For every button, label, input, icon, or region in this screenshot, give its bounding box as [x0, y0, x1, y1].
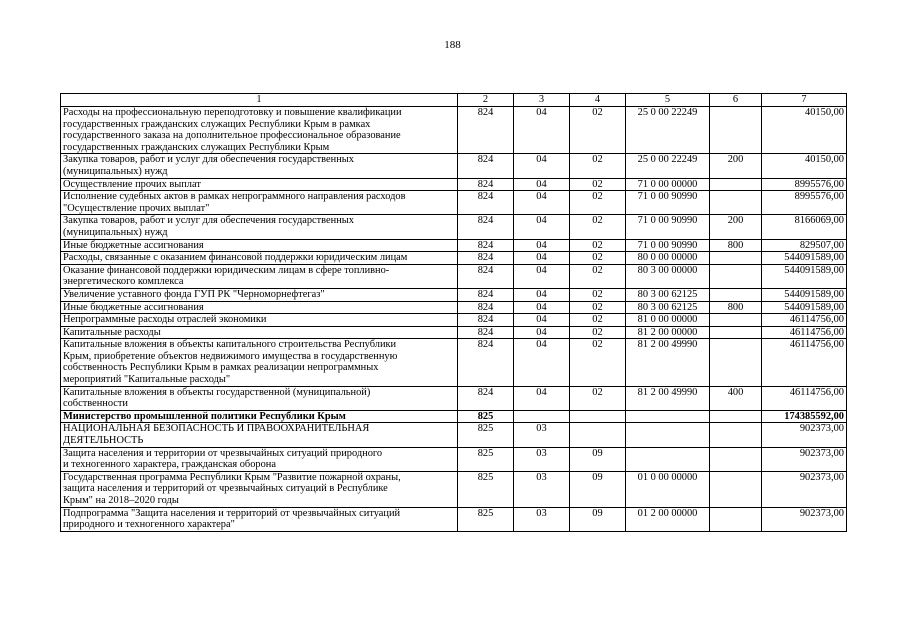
table-row: [61, 326, 847, 339]
row-code-gr: 824: [458, 326, 514, 339]
row-code-pr: 02: [570, 239, 626, 252]
row-code-pr: 02: [570, 314, 626, 327]
row-code-csr: 71 0 00 90990: [626, 191, 710, 215]
table-row: [61, 252, 847, 265]
row-code-csr: 71 0 00 00000: [626, 178, 710, 191]
row-amount: 544091589,00: [762, 264, 847, 288]
row-code-csr: 25 0 00 22249: [626, 154, 710, 178]
row-code-vr: 200: [710, 215, 762, 239]
table-row: [61, 264, 847, 288]
row-amount: 46114756,00: [762, 314, 847, 327]
row-code-csr: [626, 447, 710, 471]
row-code-vr: [710, 326, 762, 339]
row-name: Закупка товаров, работ и услуг для обеспечения государственных (муниципальных) нужд: [61, 154, 458, 178]
row-code-rz: 04: [514, 301, 570, 314]
table-row: [61, 423, 847, 447]
table-row: [61, 239, 847, 252]
row-code-pr: [570, 423, 626, 447]
page-number: 188: [444, 39, 461, 51]
row-name: Оказание финансовой поддержки юридическим лицам в сфере топливно- энергетического комплекса: [61, 264, 458, 288]
row-code-csr: 80 3 00 62125: [626, 301, 710, 314]
row-code-csr: 81 0 00 00000: [626, 314, 710, 327]
header-row: [61, 94, 847, 107]
row-name: Подпрограмма "Защита населения и территорий от чрезвычайных ситуаций природного и техногенного характера": [61, 507, 458, 531]
row-code-pr: 02: [570, 191, 626, 215]
header-cell: 4: [570, 94, 626, 107]
table-row: [61, 301, 847, 314]
row-amount: 902373,00: [762, 423, 847, 447]
table-row: [61, 314, 847, 327]
row-code-gr: 824: [458, 239, 514, 252]
row-code-rz: 04: [514, 215, 570, 239]
row-code-gr: 824: [458, 288, 514, 301]
row-code-vr: [710, 410, 762, 423]
row-code-vr: [710, 339, 762, 386]
row-code-gr: 824: [458, 314, 514, 327]
row-code-pr: 09: [570, 507, 626, 531]
row-code-rz: 03: [514, 447, 570, 471]
row-code-pr: 02: [570, 339, 626, 386]
row-code-rz: 04: [514, 107, 570, 154]
row-code-vr: [710, 447, 762, 471]
row-amount: 544091589,00: [762, 301, 847, 314]
row-amount: 40150,00: [762, 107, 847, 154]
row-name: Иные бюджетные ассигнования: [61, 239, 458, 252]
row-code-vr: 800: [710, 239, 762, 252]
row-code-pr: 09: [570, 471, 626, 507]
row-code-gr: 825: [458, 507, 514, 531]
table-row: [61, 471, 847, 507]
row-code-gr: 824: [458, 107, 514, 154]
row-code-rz: 03: [514, 471, 570, 507]
row-code-vr: 800: [710, 301, 762, 314]
table-row: [61, 107, 847, 154]
row-code-vr: [710, 288, 762, 301]
row-code-csr: 71 0 00 90990: [626, 239, 710, 252]
row-code-csr: [626, 410, 710, 423]
row-code-gr: 824: [458, 178, 514, 191]
row-name: Расходы на профессиональную переподготовку и повышение квалификации государственных гражданских служащих Республики Крым в рамках государственного заказа на дополнительное профессиональное образование государственных гражданских служащих Республики Крым: [61, 107, 458, 154]
row-amount: 829507,00: [762, 239, 847, 252]
row-code-gr: 824: [458, 154, 514, 178]
row-code-rz: 03: [514, 507, 570, 531]
row-code-csr: 80 3 00 62125: [626, 288, 710, 301]
row-code-vr: [710, 178, 762, 191]
table-row: [61, 339, 847, 386]
row-code-vr: 400: [710, 386, 762, 410]
row-code-rz: 03: [514, 423, 570, 447]
table-row: [61, 507, 847, 531]
header-cell: 3: [514, 94, 570, 107]
row-code-pr: 09: [570, 447, 626, 471]
row-amount: 46114756,00: [762, 386, 847, 410]
row-name: Закупка товаров, работ и услуг для обеспечения государственных (муниципальных) нужд: [61, 215, 458, 239]
row-code-pr: [570, 410, 626, 423]
row-amount: 46114756,00: [762, 326, 847, 339]
row-code-gr: 824: [458, 386, 514, 410]
row-code-rz: 04: [514, 288, 570, 301]
row-code-vr: [710, 191, 762, 215]
budget-table: [60, 93, 847, 532]
row-code-rz: 04: [514, 154, 570, 178]
row-amount: 8995576,00: [762, 191, 847, 215]
row-amount: 46114756,00: [762, 339, 847, 386]
row-code-gr: 825: [458, 410, 514, 423]
row-code-gr: 824: [458, 339, 514, 386]
row-code-csr: 81 2 00 49990: [626, 339, 710, 386]
row-name: Министерство промышленной политики Республики Крым: [61, 410, 458, 423]
row-name: Государственная программа Республики Крым "Развитие пожарной охраны, защита населения и территорий от чрезвычайных ситуаций в Республике Крым" на 2018–2020 годы: [61, 471, 458, 507]
row-name: Капитальные вложения в объекты государственной (муниципальной) собственности: [61, 386, 458, 410]
row-code-vr: [710, 264, 762, 288]
row-code-vr: [710, 107, 762, 154]
row-code-gr: 824: [458, 264, 514, 288]
header-cell: 5: [626, 94, 710, 107]
row-code-pr: 02: [570, 154, 626, 178]
header-cell: 1: [61, 94, 458, 107]
row-name: Иные бюджетные ассигнования: [61, 301, 458, 314]
table-row: [61, 215, 847, 239]
table-row: [61, 191, 847, 215]
row-code-csr: 81 2 00 00000: [626, 326, 710, 339]
row-code-csr: 80 3 00 00000: [626, 264, 710, 288]
row-code-rz: 04: [514, 339, 570, 386]
row-name: Увеличение уставного фонда ГУП РК "Черноморнефтегаз": [61, 288, 458, 301]
row-name: Капитальные расходы: [61, 326, 458, 339]
row-code-rz: 04: [514, 178, 570, 191]
table-row: [61, 410, 847, 423]
row-code-vr: [710, 471, 762, 507]
row-code-vr: [710, 314, 762, 327]
table-row: [61, 288, 847, 301]
row-amount: 174385592,00: [762, 410, 847, 423]
row-code-pr: 02: [570, 178, 626, 191]
table-row: [61, 154, 847, 178]
row-code-csr: 01 0 00 00000: [626, 471, 710, 507]
row-code-pr: 02: [570, 288, 626, 301]
row-code-gr: 824: [458, 301, 514, 314]
row-code-csr: [626, 423, 710, 447]
row-code-gr: 824: [458, 252, 514, 265]
row-code-vr: [710, 507, 762, 531]
row-code-pr: 02: [570, 326, 626, 339]
row-amount: 902373,00: [762, 471, 847, 507]
row-code-pr: 02: [570, 252, 626, 265]
row-amount: 902373,00: [762, 507, 847, 531]
table-row: [61, 178, 847, 191]
row-amount: 8995576,00: [762, 178, 847, 191]
row-code-csr: 71 0 00 90990: [626, 215, 710, 239]
row-code-rz: [514, 410, 570, 423]
row-code-csr: 01 2 00 00000: [626, 507, 710, 531]
row-code-rz: 04: [514, 386, 570, 410]
row-name: Непрограммные расходы отраслей экономики: [61, 314, 458, 327]
row-name: Исполнение судебных актов в рамках непрограммного направления расходов "Осуществление прочих выплат": [61, 191, 458, 215]
row-name: Осуществление прочих выплат: [61, 178, 458, 191]
row-code-rz: 04: [514, 239, 570, 252]
row-code-rz: 04: [514, 191, 570, 215]
row-code-rz: 04: [514, 314, 570, 327]
row-code-vr: [710, 423, 762, 447]
row-code-rz: 04: [514, 264, 570, 288]
row-name: Капитальные вложения в объекты капитального строительства Республики Крым, приобретение объектов недвижимого имущества в государственную собственность Республики Крым в рамках реализации непрограммных мероприятий "Капитальные расходы": [61, 339, 458, 386]
row-amount: 8166069,00: [762, 215, 847, 239]
row-code-gr: 825: [458, 423, 514, 447]
row-code-csr: 80 0 00 00000: [626, 252, 710, 265]
row-code-csr: 25 0 00 22249: [626, 107, 710, 154]
row-amount: 544091589,00: [762, 252, 847, 265]
row-code-rz: 04: [514, 252, 570, 265]
row-amount: 902373,00: [762, 447, 847, 471]
row-code-vr: 200: [710, 154, 762, 178]
row-code-gr: 825: [458, 447, 514, 471]
header-cell: 2: [458, 94, 514, 107]
row-code-pr: 02: [570, 264, 626, 288]
row-code-pr: 02: [570, 386, 626, 410]
header-cell: 7: [762, 94, 847, 107]
row-code-pr: 02: [570, 215, 626, 239]
row-name: Расходы, связанные с оказанием финансовой поддержки юридическим лицам: [61, 252, 458, 265]
row-name: Защита населения и территории от чрезвычайных ситуаций природного и техногенного характера, гражданская оборона: [61, 447, 458, 471]
row-code-csr: 81 2 00 49990: [626, 386, 710, 410]
row-code-vr: [710, 252, 762, 265]
table-row: [61, 386, 847, 410]
row-code-pr: 02: [570, 301, 626, 314]
row-code-gr: 825: [458, 471, 514, 507]
table-body: [61, 107, 847, 532]
header-cell: 6: [710, 94, 762, 107]
row-amount: 40150,00: [762, 154, 847, 178]
row-code-gr: 824: [458, 215, 514, 239]
row-code-pr: 02: [570, 107, 626, 154]
row-name: НАЦИОНАЛЬНАЯ БЕЗОПАСНОСТЬ И ПРАВООХРАНИТЕЛЬНАЯ ДЕЯТЕЛЬНОСТЬ: [61, 423, 458, 447]
row-amount: 544091589,00: [762, 288, 847, 301]
row-code-gr: 824: [458, 191, 514, 215]
table-row: [61, 447, 847, 471]
row-code-rz: 04: [514, 326, 570, 339]
